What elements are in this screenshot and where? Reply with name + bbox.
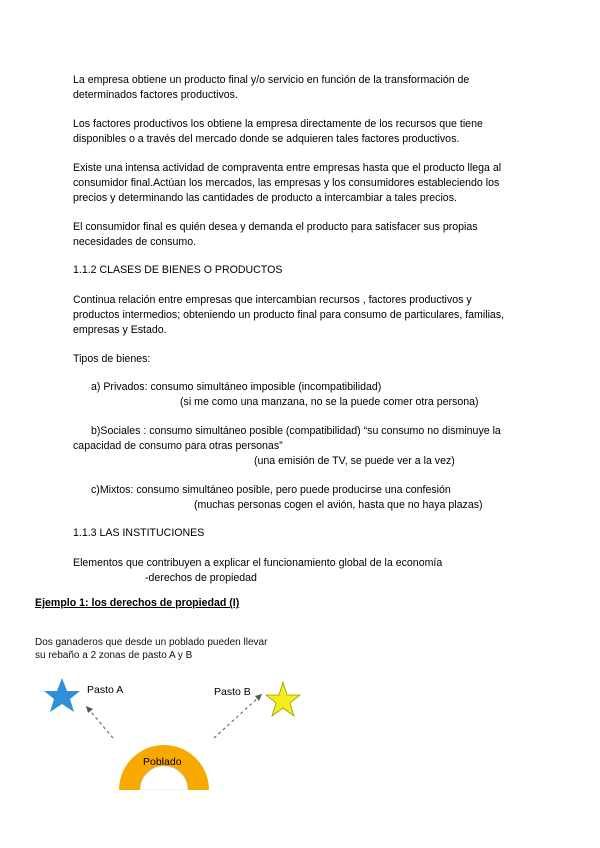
paragraph-3-line-2: consumidor final.Actúan los mercados, las empresas y los consumidores estableciendo los: [73, 177, 500, 189]
privados-example: (si me como una manzana, no se la puede comer otra persona): [180, 396, 479, 408]
section-heading-clases-de-bienes: 1.1.2 CLASES DE BIENES O PRODUCTOS: [73, 264, 283, 276]
arrow-to-pasto-b: [214, 696, 260, 738]
mixtos-example: (muchas personas cogen el avión, hasta que no haya plazas): [194, 499, 483, 511]
paragraph-1-line-1: La empresa obtiene un producto final y/o servicio en función de la transformación de: [73, 74, 470, 86]
pasture-diagram: [0, 660, 600, 790]
section-heading-instituciones: 1.1.3 LAS INSTITUCIONES: [73, 527, 205, 539]
paragraph-4-line-1: El consumidor final es quién desea y demanda el producto para satisfacer sus propias: [73, 221, 478, 233]
example-caption-line-1: Dos ganaderos que desde un poblado pueden llevar: [35, 637, 268, 648]
sociales-line-1: b)Sociales : consumo simultáneo posible (compatibilidad) “su consumo no disminuye la: [91, 425, 501, 437]
section-112-line-3: empresas y Estado.: [73, 324, 167, 336]
example-title: Ejemplo 1: los derechos de propiedad (I): [35, 597, 240, 609]
paragraph-3-line-1: Existe una intensa actividad de compraventa entre empresas hasta que el producto llega al: [73, 162, 502, 174]
tipos-de-bienes-label: Tipos de bienes:: [73, 353, 151, 365]
example-caption-line-2: su rebaño a 2 zonas de pasto A y B: [35, 650, 193, 661]
pasto-a-star-icon: [44, 678, 80, 712]
pasto-a-label: Pasto A: [87, 684, 124, 696]
derechos-de-propiedad-bullet: -derechos de propiedad: [145, 572, 257, 584]
pasto-b-star-icon: [266, 682, 300, 716]
paragraph-2-line-1: Los factores productivos los obtiene la empresa directamente de los recursos que tiene: [73, 118, 483, 130]
section-112-line-2: productos intermedios; obteniendo un producto final para consumo de particulares, familias,: [73, 309, 505, 321]
instituciones-line: Elementos que contribuyen a explicar el funcionamiento global de la economía: [73, 557, 443, 569]
section-112-line-1: Continua relación entre empresas que intercambian recursos , factores productivos y: [73, 294, 472, 306]
sociales-example: (una emisión de TV, se puede ver a la vez): [254, 455, 455, 467]
paragraph-1-line-2: determinados factores productivos.: [73, 89, 238, 101]
arrow-head-a: [86, 706, 93, 713]
pasto-b-label: Pasto B: [214, 686, 251, 698]
paragraph-3-line-3: precios y determinando las cantidades de producto a intercambiar a tales precios.: [73, 192, 457, 204]
paragraph-2-line-2: disponibles o a través del mercado donde se adquieren tales factores productivos.: [73, 133, 460, 145]
poblado-label: Poblado: [143, 756, 182, 768]
sociales-line-2: capacidad de consumo para otras personas”: [73, 440, 283, 452]
paragraph-4-line-2: necesidades de consumo.: [73, 236, 197, 248]
mixtos-line: c)Mixtos: consumo simultáneo posible, pero puede producirse una confesión: [91, 484, 451, 496]
privados-line: a) Privados: consumo simultáneo imposible (incompatibilidad): [91, 381, 382, 393]
